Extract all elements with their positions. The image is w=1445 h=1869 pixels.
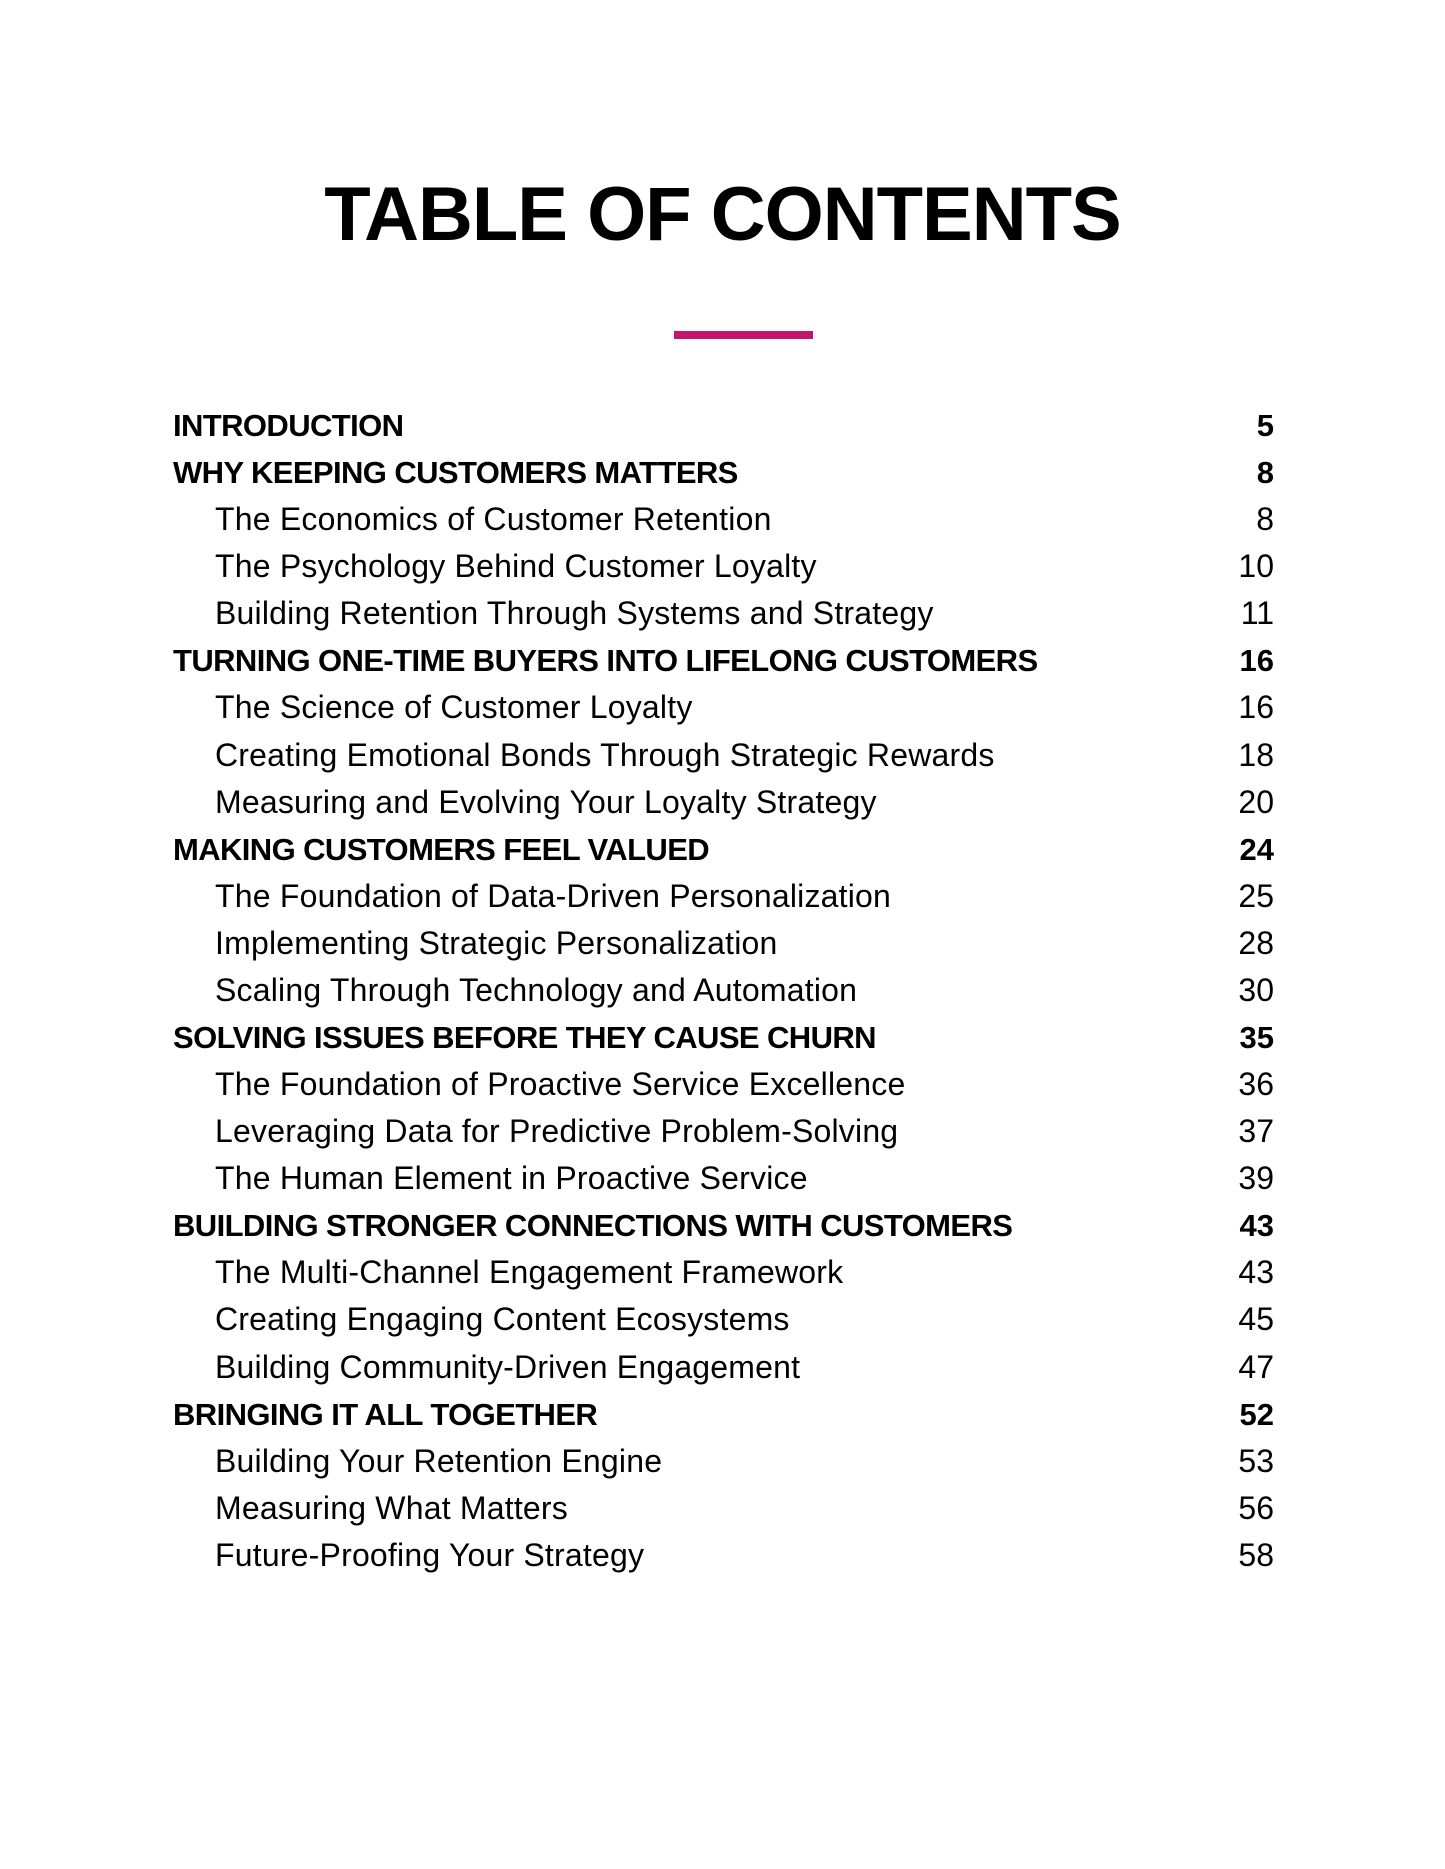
- toc-entry-label: Implementing Strategic Personalization: [215, 924, 778, 961]
- toc-section-row[interactable]: [173, 779, 1274, 826]
- toc-page-number: 56: [1238, 1489, 1274, 1526]
- toc-page-number: 16: [1239, 643, 1274, 679]
- page-title: TABLE OF CONTENTS: [324, 172, 1121, 257]
- toc-entry-label: BUILDING STRONGER CONNECTIONS WITH CUSTOMERS: [173, 1208, 1013, 1244]
- toc-page-number: 47: [1238, 1348, 1274, 1385]
- toc-page-number: 37: [1238, 1113, 1274, 1150]
- toc-page-number: 10: [1238, 548, 1274, 585]
- toc-entry-label: INTRODUCTION: [173, 408, 404, 443]
- toc-chapter-row[interactable]: [173, 402, 1274, 449]
- toc-page-number: 25: [1238, 877, 1274, 914]
- toc-section-row[interactable]: [173, 1155, 1274, 1202]
- toc-section-row[interactable]: [173, 732, 1274, 779]
- toc-section-row[interactable]: [173, 1249, 1274, 1296]
- toc-page-number: 20: [1238, 783, 1274, 820]
- toc-entry-label: BRINGING IT ALL TOGETHER: [173, 1396, 598, 1432]
- toc-entry-label: The Science of Customer Loyalty: [215, 689, 693, 726]
- toc-page-number: 16: [1238, 689, 1274, 726]
- toc-section-row[interactable]: [173, 1108, 1274, 1155]
- toc-entry-label: Measuring and Evolving Your Loyalty Strategy: [215, 783, 877, 820]
- toc-page-number: 45: [1238, 1301, 1274, 1338]
- toc-section-row[interactable]: [173, 684, 1274, 731]
- toc-page-number: 43: [1239, 1208, 1274, 1244]
- toc-entry-label: Creating Emotional Bonds Through Strategic Rewards: [215, 736, 995, 773]
- toc-entry-label: Building Community-Driven Engagement: [215, 1348, 801, 1385]
- toc-section-row[interactable]: [173, 967, 1274, 1014]
- table-of-contents-list: [173, 402, 1274, 1579]
- toc-entry-label: Creating Engaging Content Ecosystems: [215, 1301, 790, 1338]
- toc-entry-label: SOLVING ISSUES BEFORE THEY CAUSE CHURN: [173, 1020, 876, 1056]
- toc-page-number: 52: [1239, 1396, 1274, 1432]
- toc-page-number: 11: [1240, 595, 1274, 632]
- title-underline-divider: [674, 331, 813, 339]
- toc-entry-label: Leveraging Data for Predictive Problem-Solving: [215, 1113, 899, 1150]
- toc-page-number: 30: [1238, 971, 1274, 1008]
- toc-section-row[interactable]: [173, 590, 1274, 637]
- toc-section-row[interactable]: [173, 1061, 1274, 1108]
- toc-page-number: 53: [1238, 1442, 1274, 1479]
- toc-section-row[interactable]: [173, 1438, 1274, 1485]
- toc-chapter-row[interactable]: [173, 1014, 1274, 1061]
- toc-page-number: 8: [1256, 455, 1274, 491]
- toc-section-row[interactable]: [173, 1485, 1274, 1532]
- toc-page-number: 58: [1238, 1536, 1274, 1573]
- toc-page-number: 43: [1238, 1254, 1274, 1291]
- toc-section-row[interactable]: [173, 1344, 1274, 1391]
- toc-entry-label: Measuring What Matters: [215, 1489, 568, 1526]
- toc-entry-label: Future-Proofing Your Strategy: [215, 1536, 645, 1573]
- toc-entry-label: MAKING CUSTOMERS FEEL VALUED: [173, 831, 710, 867]
- toc-page-number: 5: [1256, 408, 1274, 443]
- toc-entry-label: The Foundation of Proactive Service Excellence: [215, 1066, 906, 1103]
- toc-entry-label: WHY KEEPING CUSTOMERS MATTERS: [173, 455, 738, 491]
- toc-chapter-row[interactable]: [173, 1202, 1274, 1249]
- toc-page-number: 35: [1239, 1020, 1274, 1056]
- toc-entry-label: The Psychology Behind Customer Loyalty: [215, 548, 817, 585]
- toc-entry-label: The Multi-Channel Engagement Framework: [215, 1254, 844, 1291]
- toc-section-row[interactable]: [173, 873, 1274, 920]
- toc-section-row[interactable]: [173, 1296, 1274, 1343]
- toc-section-row[interactable]: [173, 1532, 1274, 1579]
- toc-entry-label: Scaling Through Technology and Automation: [215, 971, 858, 1008]
- toc-page-number: 36: [1238, 1066, 1274, 1103]
- toc-entry-label: Building Retention Through Systems and Strategy: [215, 595, 934, 632]
- toc-entry-label: The Economics of Customer Retention: [215, 501, 772, 538]
- toc-chapter-row[interactable]: [173, 826, 1274, 873]
- toc-page-number: 24: [1239, 831, 1274, 867]
- toc-page-number: 18: [1238, 736, 1274, 773]
- toc-entry-label: The Foundation of Data-Driven Personalization: [215, 877, 892, 914]
- toc-page-number: 28: [1238, 924, 1274, 961]
- toc-entry-label: Building Your Retention Engine: [215, 1442, 663, 1479]
- toc-entry-label: TURNING ONE-TIME BUYERS INTO LIFELONG CUSTOMERS: [173, 643, 1038, 679]
- toc-chapter-row[interactable]: [173, 637, 1274, 684]
- toc-chapter-row[interactable]: [173, 1391, 1274, 1438]
- toc-page-number: 39: [1238, 1160, 1274, 1197]
- toc-section-row[interactable]: [173, 543, 1274, 590]
- toc-section-row[interactable]: [173, 920, 1274, 967]
- toc-entry-label: The Human Element in Proactive Service: [215, 1160, 808, 1197]
- toc-section-row[interactable]: [173, 496, 1274, 543]
- toc-chapter-row[interactable]: [173, 449, 1274, 496]
- toc-page-number: 8: [1256, 501, 1274, 538]
